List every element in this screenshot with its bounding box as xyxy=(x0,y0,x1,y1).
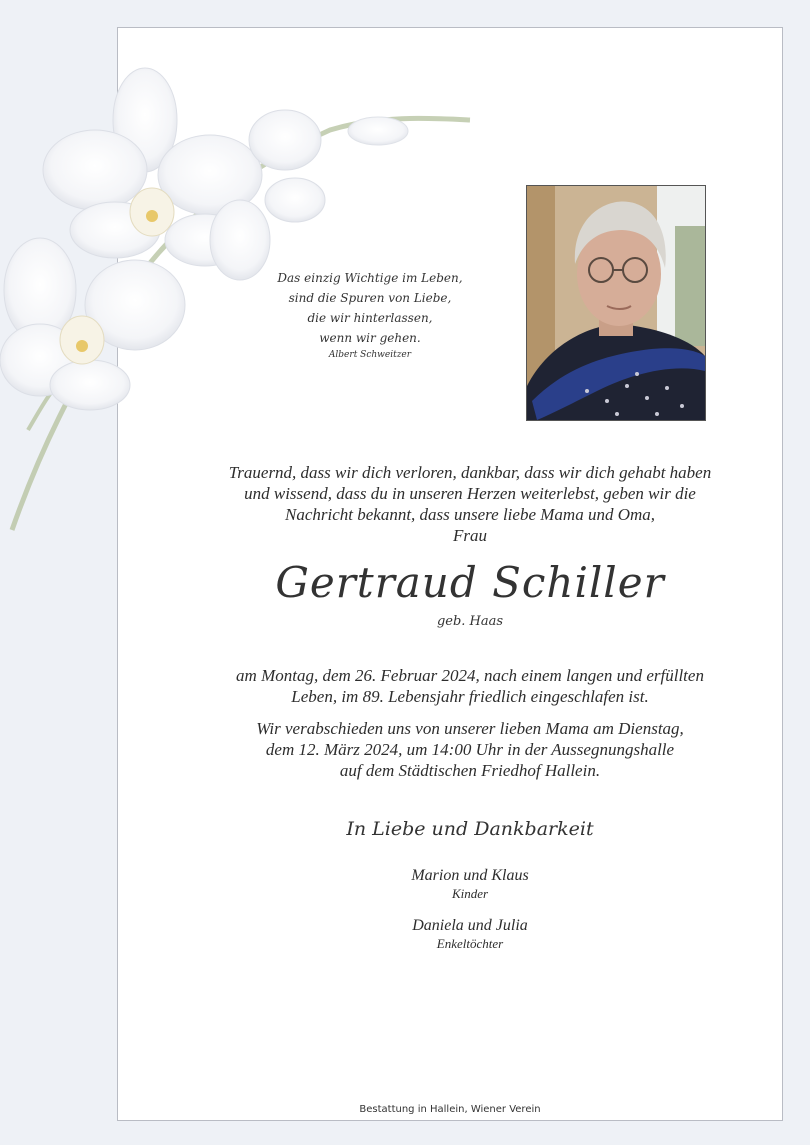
mourner-names: Marion und Klaus xyxy=(411,867,529,884)
service-line: dem 12. März 2024, um 14:00 Uhr in der Aussegnungshalle xyxy=(265,740,675,759)
maiden-name: geb. Haas xyxy=(436,614,504,629)
mourner-group xyxy=(320,916,620,952)
intro-text xyxy=(190,462,750,546)
quote-block xyxy=(270,268,470,362)
quote-line: die wir hinterlassen, xyxy=(307,311,433,325)
footer-funeral-home: Bestattung in Hallein, Wiener Verein xyxy=(359,1104,541,1115)
service-text xyxy=(170,718,770,781)
service-line: auf dem Städtischen Friedhof Hallein. xyxy=(339,761,601,780)
quote-line: sind die Spuren von Liebe, xyxy=(288,291,452,305)
quote-line: wenn wir gehen. xyxy=(319,331,421,345)
mourner-group xyxy=(320,866,620,902)
quote-line: Das einzig Wichtige im Leben, xyxy=(277,271,463,285)
closing-phrase: In Liebe und Dankbarkeit xyxy=(346,818,594,840)
mourner-names: Daniela und Julia xyxy=(412,917,528,934)
mourner-relation: Kinder xyxy=(451,886,489,901)
quote-author: Albert Schweitzer xyxy=(328,350,412,360)
service-line: Wir verabschieden uns von unserer lieben Mama am Dienstag, xyxy=(256,719,684,738)
intro-line: Nachricht bekannt, dass unsere liebe Mama und Oma, xyxy=(284,505,655,524)
deceased-name: Gertraud Schiller xyxy=(275,558,665,607)
intro-line: Frau xyxy=(453,526,487,545)
passing-line: Leben, im 89. Lebensjahr friedlich eingeschlafen ist. xyxy=(291,687,649,706)
intro-line: und wissend, dass du in unseren Herzen weiterlebst, geben wir die xyxy=(244,484,696,503)
passing-text xyxy=(170,665,770,707)
passing-line: am Montag, dem 26. Februar 2024, nach einem langen und erfüllten xyxy=(236,666,704,685)
intro-line: Trauernd, dass wir dich verloren, dankbar, dass wir dich gehabt haben xyxy=(228,463,712,482)
portrait-photo xyxy=(526,185,706,421)
mourner-relation: Enkeltöchter xyxy=(436,936,504,951)
portrait-image xyxy=(527,186,705,420)
